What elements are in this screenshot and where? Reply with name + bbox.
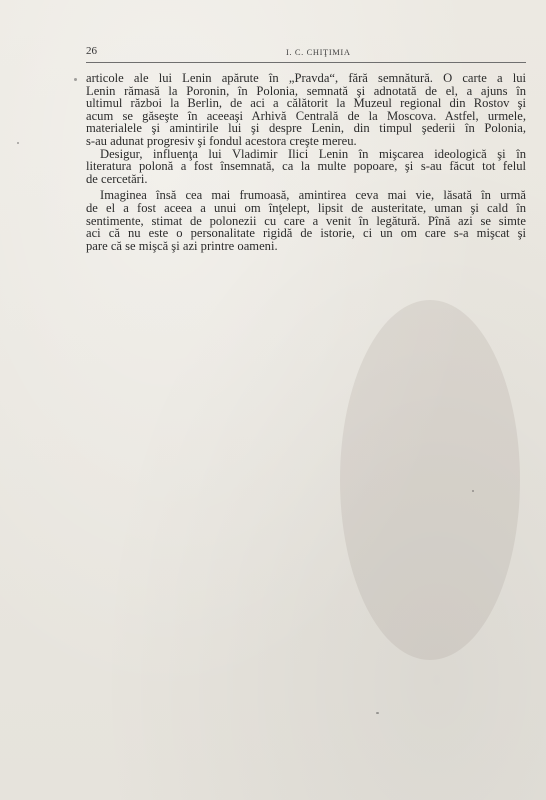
scan-speck [376,712,379,714]
page-number: 26 [86,45,97,57]
text-line: acum se găseşte în aceeaşi Arhivă Centrală de la Moscova. Astfel, urmele, [86,108,526,123]
header-rule [86,62,526,63]
running-head: I. C. CHIŢIMIA [286,47,351,57]
scan-speck [17,142,19,144]
page-header [86,45,526,59]
text-line: pare că se mişcă şi azi printre oameni. [86,238,278,253]
paragraph-1 [86,72,526,148]
text-line: de el a fost aceea a unui om înţelept, lipsit de austeritate, uman şi cald în [86,200,526,215]
scan-smudge [340,300,520,660]
text-line: Desigur, influenţa lui Vladimir Ilici Lenin în mişcarea ideologică şi în [100,146,526,161]
text-line: literatura polonă a fost însemnată, ca la multe popoare, şi s-au făcut tot felul [86,159,526,174]
text-line: Lenin rămasă la Poronin, în Polonia, semnată şi adnotată de el, a ajuns în [86,83,526,98]
scan-speck [74,78,77,81]
paragraph-2 [86,148,526,186]
paragraph-3 [86,189,526,252]
text-line: aci că nu este o personalitate rigidă de istorie, ci un om care s-a mişcat şi [86,226,526,241]
text-line: s-au adunat progresiv şi fondul acestora creşte mereu. [86,133,357,148]
text-line: materialele şi amintirile lui şi despre Lenin, din timpul şederii în Polonia, [86,121,526,136]
text-line: articole ale lui Lenin apărute în „Pravda“, fără semnătură. O carte a lui [86,71,526,85]
text-line: de cercetări. [86,171,148,186]
text-line: sentimente, stimat de polonezii cu care a venit în legătură. Pînă azi se simte [86,213,526,228]
body-text [86,72,526,252]
text-line: ultimul război la Berlin, de aci a călătorit la Muzeul regional din Rostov şi [86,96,526,111]
text-line: Imaginea însă cea mai frumoasă, amintirea ceva mai vie, lăsată în urmă [100,188,526,203]
